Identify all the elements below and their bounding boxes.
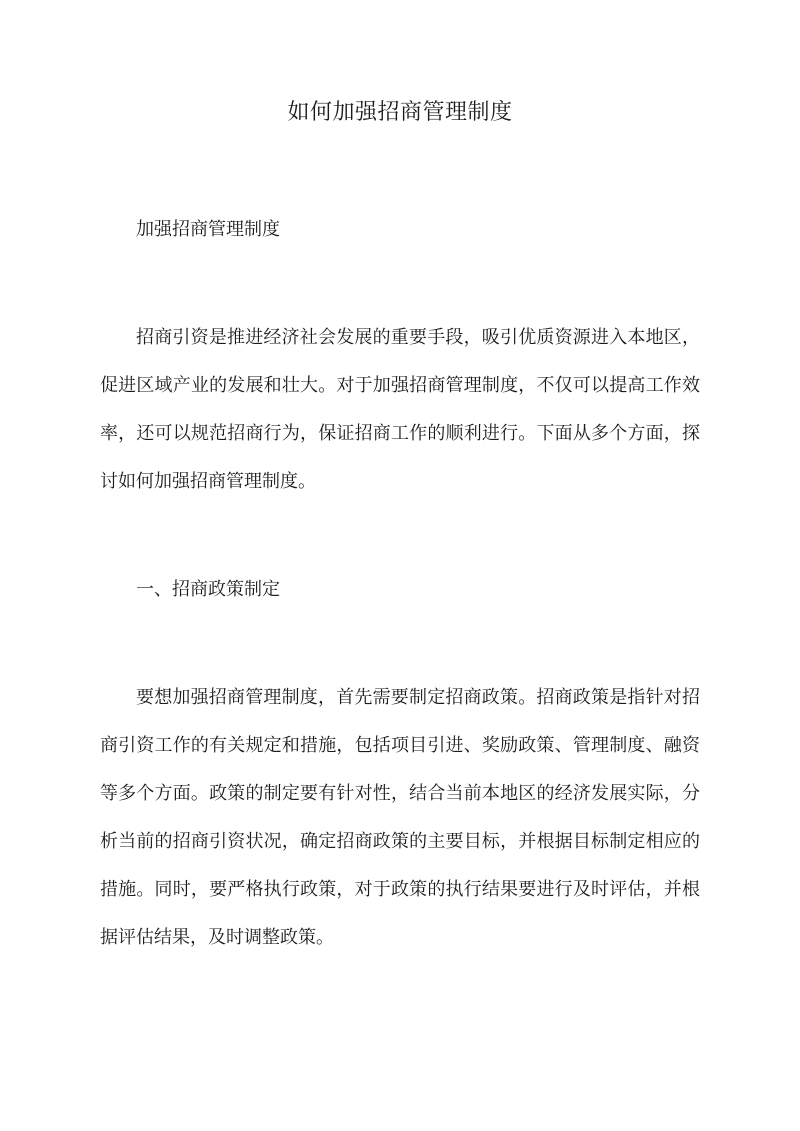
section-body-policy: 要想加强招商管理制度，首先需要制定招商政策。招商政策是指针对招商引资工作的有关规定和措施，包括项目引进、奖励政策、管理制度、融资等多个方面。政策的制定要有针对性，结合当前本地区的经济发展实际，分析当前的招商引资状况，确定招商政策的主要目标，并根据目标制定相应的措施。同时，要严格执行政策，对于政策的执行结果要进行及时评估，并根据评估结果，及时调整政策。 xyxy=(100,687,700,948)
section-heading-policy: 一、招商政策制定 xyxy=(136,579,280,600)
intro-paragraph: 招商引资是推进经济社会发展的重要手段，吸引优质资源进入本地区，促进区域产业的发展和壮大。对于加强招商管理制度，不仅可以提高工作效率，还可以规范招商行为，保证招商工作的顺利进行。下面从多个方面，探讨如何加强招商管理制度。 xyxy=(100,327,700,492)
document-title: 如何加强招商管理制度 xyxy=(287,100,513,125)
document-subtitle: 加强招商管理制度 xyxy=(136,219,280,240)
